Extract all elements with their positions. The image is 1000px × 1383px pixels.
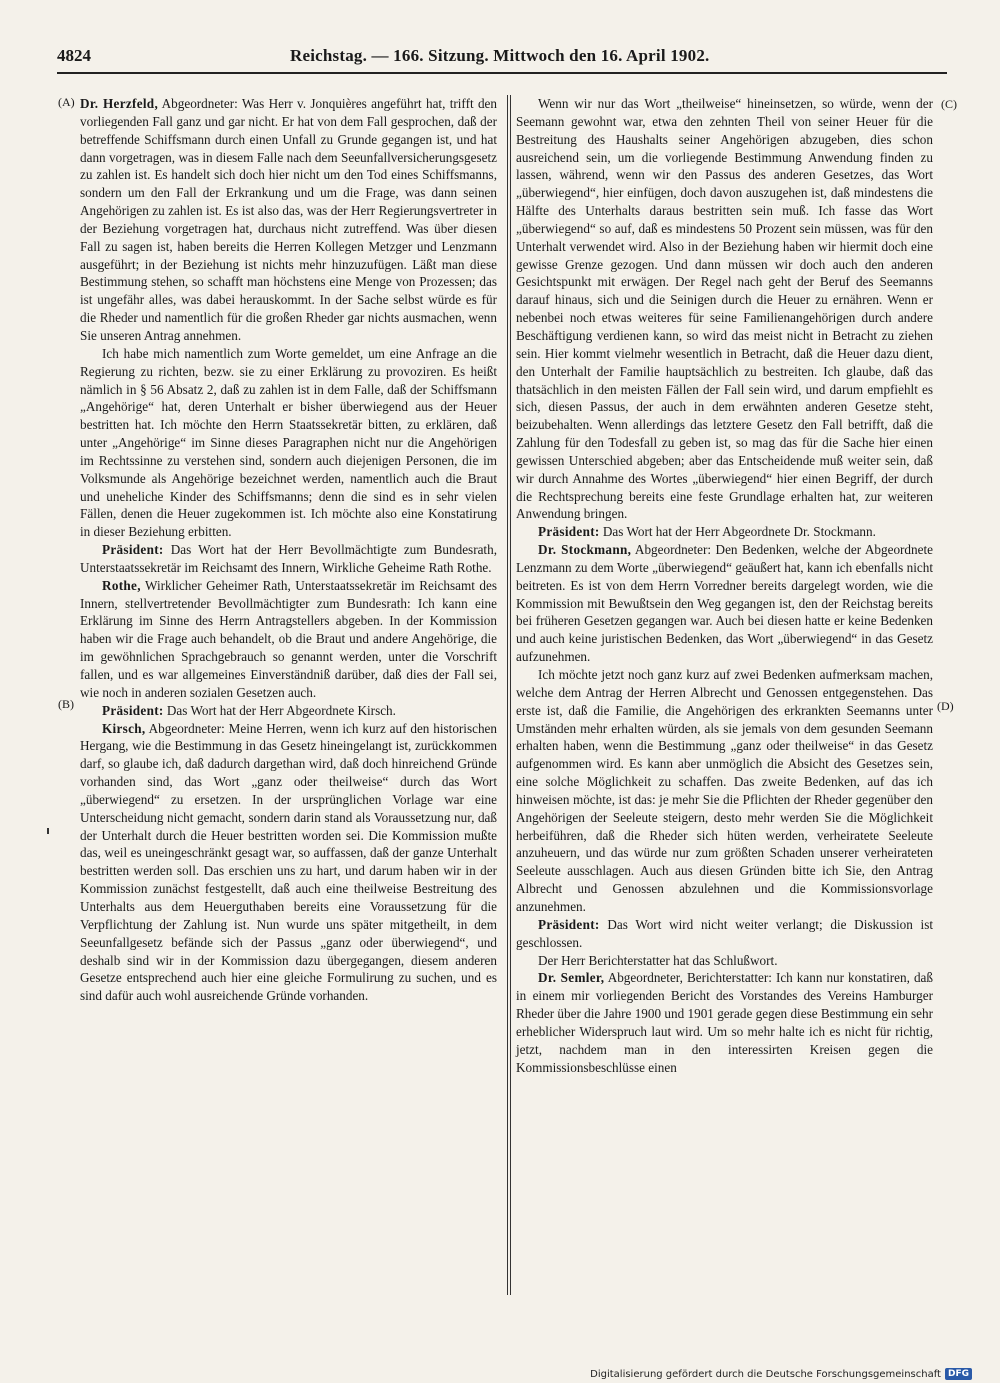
speaker-name: Präsident: bbox=[538, 524, 600, 540]
page-number: 4824 bbox=[57, 46, 91, 65]
paragraph-text: Das Wort wird nicht weiter verlangt; die Diskussion ist geschlossen. bbox=[516, 916, 933, 950]
paragraph bbox=[516, 95, 933, 523]
paragraph bbox=[80, 577, 497, 702]
margin-tick bbox=[47, 828, 49, 834]
paragraph-text: Abgeordneter: Was Herr v. Jonquières angeführt hat, trifft den vorliegenden Fall ganz und gar nicht. Er hat von dem Fall gesprochen, daß der betreffende Schiffsmann durch einen Unfall zu Grunde gegangen ist, und hat dann vorgetragen, was in diesem Falle nach dem Seeunfallversicherungsgesetz zu zahlen ist. Es handelt sich doch hier nicht um den Tod eines Schiffsmanns, sondern um den Fall der Erkrankung und um die Frage, was dann seinen Angehörigen zu zahlen ist. Es ist also das, was der Herr Regierungsvertreter in der Beziehung vorgetragen hat, durchaus nicht zutreffend. Was über diesen Fall zu sagen ist, haben bereits die Herren Kollegen Metzger und Lenzmann ausgeführt; in der Beziehung ist nichts mehr hinzuzufügen. Läßt man diese Bestimmung stehen, so schafft man höchstens eine Menge von Prozessen; das ist ungefähr alles, was dabei herauskommt. In der Sache selbst würde es für die Rheder und namentlich für die großen Rheder gar nichts ausmachen, wenn Sie unseren Antrag annehmen. bbox=[80, 96, 497, 343]
paragraph bbox=[80, 702, 497, 720]
header-rule bbox=[57, 72, 947, 74]
margin-marker-d: (D) bbox=[937, 699, 954, 713]
right-column bbox=[516, 95, 933, 1076]
left-column bbox=[80, 95, 497, 1005]
paragraph-text: Wenn wir nur das Wort „theilweise“ hineinsetzen, so würde, wenn der Seemann gewohnt war, etwa den zehnten Theil von seiner Heuer für die Bestreitung des Haushalts seiner Angehörigen abzugeben, dies schon ausreichend sein, um die vorliegende Bestimmung Anwendung finden zu lassen, während, wenn wir den Passus des anderen Gesetzes, das Wort „überwiegend“, hier einfügen, doch davon auszugehen ist, daß mindestens die Hälfte des Unterhalts daraus bestritten sein muß. Ich fasse das Wort „überwiegend“ so auf, daß es mindestens 50 Prozent sein müssen, was für den Unterhalt verwendet wird. Also in der Beziehung haben wir hiermit doch eine gewisse Grenze gezogen. Und dann müssen wir doch auch den anderen Gesichtspunkt mit erwägen. Der Regel nach geht der Beruf des Seemanns darauf hinaus, sich und die Seinigen durch die Heuer zu ernähren. Wenn er nebenbei noch etwas weiteres für seine Familienangehörigen durch andere Beschäftigung verdienen kann, so wird das meist nicht in Betracht zu ziehen sein. Hier kommt vielmehr wesentlich in Betracht, daß die Heuer dazu dient, den Unterhalt der Familie hauptsächlich zu bestreiten. Ich glaube, daß das thatsächlich in den meisten Fällen der Fall sein wird, und darum empfiehlt es sich, diesen Passus, der auch in dem erwähnten anderen Gesetze steht, beizubehalten. Wenn allerdings das letztere Gesetz den Fall betrifft, daß die Zahlung für den Todesfall zu geben ist, so mag das für die Sache hier einen gewissen Unterschied abgeben; aber das Entscheidende muß weiter sein, daß wir durch Annahme des Wortes „überwiegend“ hier einen Begriff, der durch die Rechtsprechung bereits eine feste Grundlage erhalten hat, zur weiteren Anwendung bringen. bbox=[516, 96, 933, 522]
paragraph bbox=[516, 541, 933, 666]
running-title: Reichstag. — 166. Sitzung. Mittwoch den 16. April 1902. bbox=[290, 46, 710, 65]
paragraph-text: Abgeordneter: Den Bedenken, welche der Abgeordnete Lenzmann zu dem Worte „überwiegend“ geäußert hat, kann ich ebenfalls nicht beitreten. Es ist von dem Herrn Vorredner bereits dargelegt worden, wie die Kommission mit Bewußtsein den Weg gegangen ist, den der Reichstag bereits bei früheren Gesetzen gegangen war. Auch bei diesen hatte er keine Bedenken und auch keine juristischen Bedenken, das Wort „überwiegend“ in das Gesetz aufzunehmen. bbox=[516, 542, 933, 665]
paragraph-text: Das Wort hat der Herr Bevollmächtigte zum Bundesrath, Unterstaatssekretär im Reichsamt des Innern, Wirkliche Geheime Rath Rothe. bbox=[80, 542, 497, 575]
paragraph-text: Abgeordneter, Berichterstatter: Ich kann nur konstatiren, daß in einem mir vorliegenden Bericht des Vorstandes des Vereins Hamburger Rheder über die Jahre 1900 und 1901 gerade gegen diese Bestimmung ein sehr erheblicher Widerspruch laut wird. Um so mehr halte ich es nicht für richtig, jetzt, nachdem man in den interessirten Kreisen gegen die Kommissionsbeschlüsse einen bbox=[516, 970, 933, 1075]
paragraph bbox=[516, 969, 933, 1076]
paragraph bbox=[516, 916, 933, 952]
speaker-name: Präsident: bbox=[102, 542, 164, 558]
page-header bbox=[57, 44, 947, 74]
paragraph bbox=[516, 523, 933, 541]
speaker-name: Präsident: bbox=[102, 702, 164, 718]
speaker-name: Dr. Herzfeld, bbox=[80, 96, 159, 111]
paragraph bbox=[516, 666, 933, 916]
footer-text: Digitalisierung gefördert durch die Deutsche Forschungsgemeinschaft bbox=[590, 1368, 941, 1380]
speaker-name: Kirsch, bbox=[102, 720, 146, 736]
paragraph bbox=[80, 345, 497, 541]
paragraph-text: Der Herr Berichterstatter hat das Schlußwort. bbox=[538, 952, 778, 968]
paragraph bbox=[80, 541, 497, 577]
paragraph-text: Wirklicher Geheimer Rath, Unterstaatssekretär im Reichsamt des Innern, stellvertretender Bevollmächtigter zum Bundesrath: Ich kann eine Erklärung im Sinne des Herrn Antragstellers abgeben. In der Kommission haben wir die Frage auch behandelt, ob die Braut und andere Angehörige, die im gewöhnlichen Sprachgebrauch so genannt werden, unter die Vorschrift fallen, und es war allgemeines Einverständniß darüber, daß dies der Fall sei, wie noch in anderen sozialen Gesetzen auch. bbox=[80, 577, 497, 700]
paragraph bbox=[80, 720, 497, 1006]
paragraph-text: Ich habe mich namentlich zum Worte gemeldet, um eine Anfrage an die Regierung zu richten, bezw. sie zu einer Erklärung zu provoziren. Es heißt nämlich in § 56 Absatz 2, daß zu zahlen ist in dem Falle, daß der Schiffsmann „Angehörige“ hat, deren Unterhalt er bisher überwiegend aus der Heuer bestritten hat. Ich möchte den Herrn Staatssekretär bitten, zu erklären, daß unter „Angehörige“ im Sinne dieses Paragraphen nicht nur die Angehörigen im Rechtssinne zu verstehen sind, sondern auch diejenigen Personen, die im Volksmunde als Angehörige bezeichnet werden, namentlich auch die Braut und uneheliche Kinder des Schiffsmanns; denn die sind es in sehr vielen Fällen, denen die Heuer zugekommen ist. Ich möchte also eine Konstatirung in dieser Beziehung erbitten. bbox=[80, 345, 497, 540]
paragraph-text: Das Wort hat der Herr Abgeordnete Kirsch. bbox=[163, 702, 396, 718]
footer-credit bbox=[590, 1367, 972, 1381]
margin-marker-b: (B) bbox=[58, 697, 74, 711]
paragraph-text: Das Wort hat der Herr Abgeordnete Dr. Stockmann. bbox=[599, 524, 876, 540]
margin-marker-a: (A) bbox=[58, 95, 75, 109]
paragraph-text: Abgeordneter: Meine Herren, wenn ich kurz auf den historischen Hergang, wie die Bestimmung in das Gesetz hineingelangt ist, zurückkommen darf, so glaube ich, daß dadurch dargethan wird, daß doch hinreichend Gründe vorhanden sind, das Wort „ganz oder theilweise“ durch das Wort „überwiegend“ zu ersetzen. In der ursprünglichen Vorlage war eine Unterscheidung nicht gemacht, sondern darin stand als Voraussetzung nur, daß der Unterhalt durch die Heuer bestritten worden sei. Die Kommission mußte das, weil es uneingeschränkt gesagt war, so auffassen, daß der ganze Unterhalt bestritten werden soll. Das erschien uns zu hart, und darum haben wir in der Kommission zunächst festgestellt, daß auch eine theilweise Bestreitung des Unterhalts aus dem Heuerguthaben bereits eine Voraussetzung für die Verpflichtung der Zahlung ist. Nun wurde uns später mitgetheilt, in dem Seeunfallgesetz befände sich der Passus „ganz oder überwiegend“, und deshalb sind wir in der Kommission dazu übergegangen, diesem anderen Gesetze entsprechend auch hier eine gleiche Formulirung zu suchen, und es sind dafür auch wohl ausreichende Gründe vorhanden. bbox=[80, 720, 497, 1004]
paragraph-text: Ich möchte jetzt noch ganz kurz auf zwei Bedenken aufmerksam machen, welche dem Antrag der Herren Albrecht und Genossen entgegenstehen. Das erste ist, daß die Familie, die Angehörigen des erkrankten Seemanns unter Umständen mehr erhalten würden, als sie jemals von dem gesunden Seemann erhalten haben, wenn die Bestimmung „ganz oder theilweise“ in das Gesetz aufgenommen wird. Es kann aber unmöglich die Absicht des Gesetzes sein, eine solche Möglichkeit zu schaffen. Das zweite Bedenken, auf das ich hinweisen möchte, ist das: je mehr Sie die Pflichten der Rheder gegenüber den Angehörigen der Seeleute steigern, desto mehr werden Sie die Möglichkeit herbeiführen, daß die Rheder sich hüten werden, verheiratete Seeleute anzuheuern, und das würde nur zum größten Schaden unserer verheirateten Seeleute ausschlagen. Auch aus diesen Gründen bitte ich Sie, den Antrag Albrecht und Genossen abzulehnen und die Kommissionsvorlage anzunehmen. bbox=[516, 667, 933, 914]
speaker-name: Präsident: bbox=[538, 916, 600, 932]
paragraph bbox=[80, 95, 497, 345]
speaker-name: Dr. Semler, bbox=[538, 970, 605, 986]
column-rule bbox=[507, 95, 508, 1295]
dfg-logo: DFG bbox=[945, 1368, 972, 1380]
speaker-name: Rothe, bbox=[102, 577, 141, 593]
column-rule-inner bbox=[510, 95, 511, 1295]
margin-marker-c: (C) bbox=[941, 97, 957, 111]
paragraph bbox=[516, 952, 933, 970]
speaker-name: Dr. Stockmann, bbox=[538, 542, 632, 558]
